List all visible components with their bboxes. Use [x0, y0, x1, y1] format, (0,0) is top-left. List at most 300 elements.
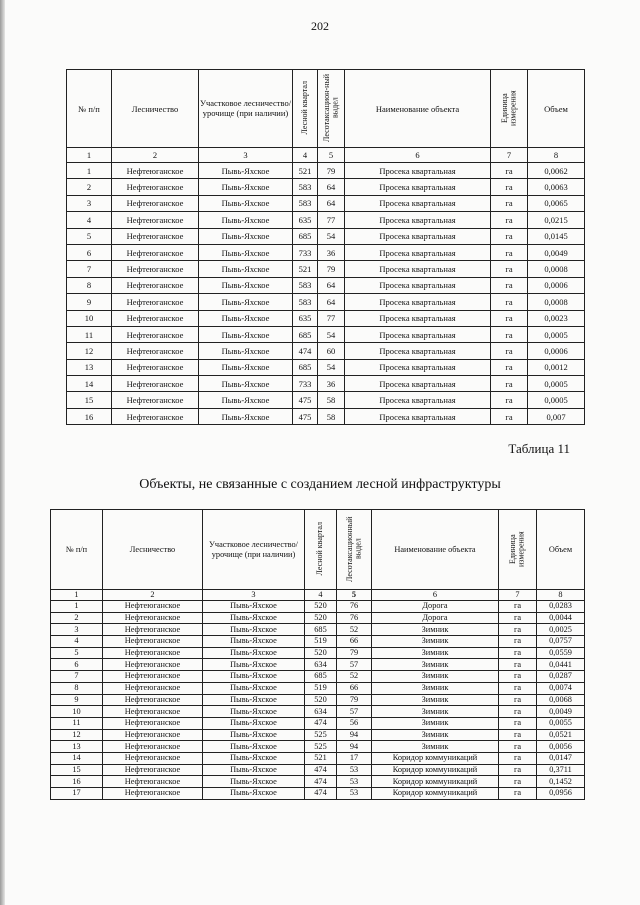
table-cell: Зимник	[372, 636, 499, 648]
table-cell: га	[491, 212, 528, 228]
header-text: Лесной квартал	[315, 521, 325, 576]
table-cell: га	[499, 788, 537, 800]
table-cell: га	[499, 717, 537, 729]
table-cell: Пывь-Яхское	[199, 228, 293, 244]
table-cell: Пывь-Яхское	[199, 163, 293, 179]
table-cell: 520	[305, 647, 337, 659]
table-cell: Коридор коммуникаций	[372, 788, 499, 800]
header-cell	[293, 70, 318, 148]
table-cell: 15	[67, 392, 112, 408]
header-text: Участковое лесничество/урочище (при наличии)	[209, 539, 298, 559]
table-cell: Пывь-Яхское	[199, 277, 293, 293]
table-cell: Пывь-Яхское	[199, 376, 293, 392]
table-cell: Пывь-Яхское	[203, 624, 305, 636]
table-cell: 12	[67, 343, 112, 359]
table-cell: Пывь-Яхское	[203, 729, 305, 741]
header-cell	[491, 70, 528, 148]
table-cell: Пывь-Яхское	[199, 343, 293, 359]
table-cell: Нефтеюганское	[103, 612, 203, 624]
table-cell: Просека квартальная	[345, 359, 491, 375]
table-caption: Таблица 11	[508, 441, 570, 456]
table-cell: га	[499, 671, 537, 683]
table-cell: га	[499, 776, 537, 788]
column-number: 6	[372, 590, 499, 601]
table-cell: 58	[318, 408, 345, 424]
table-cell: 54	[318, 359, 345, 375]
table-cell: 79	[337, 694, 372, 706]
table-cell: Дорога	[372, 612, 499, 624]
table-cell: Просека квартальная	[345, 244, 491, 260]
table-cell: 0,0049	[537, 706, 585, 718]
table-cell: 64	[318, 294, 345, 310]
table-cell: Просека квартальная	[345, 261, 491, 277]
header-text: Лесотаксационный выдел	[344, 515, 362, 582]
header-cell	[305, 510, 337, 590]
table-cell: га	[491, 376, 528, 392]
table-cell: 11	[51, 717, 103, 729]
table-cell: 14	[67, 376, 112, 392]
table-cell: Нефтеюганское	[112, 228, 199, 244]
table-cell: Пывь-Яхское	[203, 636, 305, 648]
table-cell: Зимник	[372, 659, 499, 671]
header-cell	[203, 510, 305, 590]
table-cell: га	[491, 343, 528, 359]
table-cell: га	[499, 752, 537, 764]
column-number: 3	[199, 148, 293, 163]
table-cell: Пывь-Яхское	[199, 212, 293, 228]
table-cell: 520	[305, 612, 337, 624]
table-cell: Просека квартальная	[345, 326, 491, 342]
table-cell: Нефтеюганское	[112, 277, 199, 293]
table-cell: 0,0441	[537, 659, 585, 671]
table-cell: Просека квартальная	[345, 163, 491, 179]
table-cell: Пывь-Яхское	[203, 694, 305, 706]
table-cell: 53	[337, 764, 372, 776]
table-cell: 13	[67, 359, 112, 375]
table-cell: Зимник	[372, 729, 499, 741]
header-text: Участковое лесничество/урочище (при наличии)	[199, 97, 292, 118]
table-cell: 77	[318, 212, 345, 228]
header-text: Единица измерения	[508, 530, 526, 567]
table-cell: га	[499, 624, 537, 636]
table-cell: 474	[305, 788, 337, 800]
table-cell: 685	[305, 671, 337, 683]
table-cell: га	[491, 261, 528, 277]
table-row	[67, 244, 585, 260]
table-row	[51, 788, 585, 800]
table-cell: Пывь-Яхское	[199, 326, 293, 342]
table-cell: Нефтеюганское	[112, 261, 199, 277]
table-cell: Просека квартальная	[345, 277, 491, 293]
table-cell: Просека квартальная	[345, 392, 491, 408]
table-cell: 5	[51, 647, 103, 659]
table-row	[51, 717, 585, 729]
table-cell: 17	[337, 752, 372, 764]
table-cell: 635	[293, 310, 318, 326]
table-row	[51, 694, 585, 706]
table-cell: 1	[67, 163, 112, 179]
table-cell: 634	[305, 706, 337, 718]
table-cell: Пывь-Яхское	[203, 682, 305, 694]
table-row	[67, 408, 585, 424]
table-row	[67, 326, 585, 342]
table-cell: 57	[337, 659, 372, 671]
table-row	[51, 682, 585, 694]
table-row	[67, 228, 585, 244]
table-cell: Пывь-Яхское	[199, 408, 293, 424]
table-cell: 0,0062	[528, 163, 585, 179]
column-number: 4	[293, 148, 318, 163]
table-row	[67, 359, 585, 375]
table-cell: 525	[305, 729, 337, 741]
table-cell: га	[491, 228, 528, 244]
objects-table-2	[50, 509, 585, 800]
table-cell: 1	[51, 601, 103, 613]
table-cell: Просека квартальная	[345, 228, 491, 244]
table-cell: 3	[51, 624, 103, 636]
table-cell: Пывь-Яхское	[199, 392, 293, 408]
table-cell: Нефтеюганское	[103, 741, 203, 753]
table-cell: га	[499, 694, 537, 706]
table-cell: 583	[293, 277, 318, 293]
table-cell: Пывь-Яхское	[203, 647, 305, 659]
column-number: 2	[112, 148, 199, 163]
table-cell: Просека квартальная	[345, 408, 491, 424]
table-cell: 57	[337, 706, 372, 718]
table-row	[67, 392, 585, 408]
column-number: 4	[305, 590, 337, 601]
table-cell: 474	[305, 717, 337, 729]
table-row	[67, 163, 585, 179]
table-cell: 635	[293, 212, 318, 228]
table-cell: 0,0056	[537, 741, 585, 753]
table-cell: Зимник	[372, 717, 499, 729]
table-cell: 52	[337, 671, 372, 683]
table-cell: Пывь-Яхское	[203, 741, 305, 753]
table-cell: Просека квартальная	[345, 310, 491, 326]
table-cell: 520	[305, 694, 337, 706]
table-cell: 76	[337, 612, 372, 624]
header-cell: Лесничество	[112, 70, 199, 148]
table-cell: 7	[51, 671, 103, 683]
table-cell: 583	[293, 179, 318, 195]
table-cell: 0,0757	[537, 636, 585, 648]
table-cell: Коридор коммуникаций	[372, 764, 499, 776]
table-cell: Просека квартальная	[345, 195, 491, 211]
table-cell: Пывь-Яхское	[199, 244, 293, 260]
table-cell: 54	[318, 228, 345, 244]
table-cell: 8	[51, 682, 103, 694]
table-cell: 685	[305, 624, 337, 636]
table-row	[67, 376, 585, 392]
table-cell: 94	[337, 741, 372, 753]
column-number: 6	[345, 148, 491, 163]
table-cell: 58	[318, 392, 345, 408]
table-cell: Пывь-Яхское	[203, 601, 305, 613]
table-row	[67, 343, 585, 359]
header-cell: № п/п	[51, 510, 103, 590]
table-cell: га	[499, 636, 537, 648]
table-body	[67, 163, 585, 425]
objects-table-1	[66, 69, 585, 425]
header-cell: Наименование объекта	[345, 70, 491, 148]
table-cell: га	[491, 326, 528, 342]
column-number: 3	[203, 590, 305, 601]
table-cell: 0,0006	[528, 277, 585, 293]
table-cell: Нефтеюганское	[112, 294, 199, 310]
table-cell: 66	[337, 682, 372, 694]
table-cell: 0,0074	[537, 682, 585, 694]
table-row	[67, 212, 585, 228]
header-text: Лесной квартал	[299, 80, 309, 135]
table-cell: 475	[293, 408, 318, 424]
table-cell: га	[499, 729, 537, 741]
column-number: 8	[537, 590, 585, 601]
table-cell: га	[491, 310, 528, 326]
table-cell: Пывь-Яхское	[203, 612, 305, 624]
table-cell: 0,0063	[528, 179, 585, 195]
table-cell: 56	[337, 717, 372, 729]
table-cell: Нефтеюганское	[112, 212, 199, 228]
table-cell: Нефтеюганское	[103, 788, 203, 800]
table-cell: 16	[67, 408, 112, 424]
table-cell: Зимник	[372, 741, 499, 753]
table-cell: 0,0044	[537, 612, 585, 624]
header-cell	[337, 510, 372, 590]
table-cell: га	[491, 163, 528, 179]
table-cell: га	[499, 706, 537, 718]
table-cell: 11	[67, 326, 112, 342]
table-cell: 64	[318, 277, 345, 293]
table-cell: Пывь-Яхское	[199, 179, 293, 195]
table-cell: Нефтеюганское	[103, 752, 203, 764]
table-cell: 685	[293, 228, 318, 244]
table-cell: га	[491, 244, 528, 260]
table-cell: Нефтеюганское	[112, 359, 199, 375]
table-cell: 14	[51, 752, 103, 764]
table-cell: 0,0023	[528, 310, 585, 326]
table-cell: 6	[67, 244, 112, 260]
table-cell: 36	[318, 244, 345, 260]
table-cell: 9	[67, 294, 112, 310]
table-cell: га	[491, 195, 528, 211]
table-row	[67, 179, 585, 195]
table-cell: Нефтеюганское	[112, 343, 199, 359]
table-row	[51, 741, 585, 753]
table-cell: 519	[305, 636, 337, 648]
table-cell: 0,0025	[537, 624, 585, 636]
table-cell: 521	[305, 752, 337, 764]
table-cell: 64	[318, 179, 345, 195]
table-cell: Коридор коммуникаций	[372, 752, 499, 764]
table-cell: 0,0147	[537, 752, 585, 764]
table-cell: 9	[51, 694, 103, 706]
table-cell: га	[499, 612, 537, 624]
table-row	[51, 601, 585, 613]
column-number: 8	[528, 148, 585, 163]
table-cell: 0,0065	[528, 195, 585, 211]
table-cell: Пывь-Яхское	[203, 717, 305, 729]
header-cell: № п/п	[67, 70, 112, 148]
table-cell: 12	[51, 729, 103, 741]
table-cell: Пывь-Яхское	[203, 776, 305, 788]
table-cell: Нефтеюганское	[112, 179, 199, 195]
header-cell: Объем	[537, 510, 585, 590]
table-cell: 475	[293, 392, 318, 408]
table-cell: Зимник	[372, 671, 499, 683]
table-cell: Пывь-Яхское	[203, 788, 305, 800]
table-cell: 10	[51, 706, 103, 718]
table-cell: 0,0006	[528, 343, 585, 359]
table-cell: 10	[67, 310, 112, 326]
table-cell: 634	[305, 659, 337, 671]
table-cell: Просека квартальная	[345, 212, 491, 228]
table-cell: Зимник	[372, 694, 499, 706]
section-heading: Объекты, не связанные с созданием лесной инфраструктуры	[139, 477, 501, 492]
table-cell: 77	[318, 310, 345, 326]
table-cell: Нефтеюганское	[112, 163, 199, 179]
table-cell: Просека квартальная	[345, 179, 491, 195]
table-cell: 520	[305, 601, 337, 613]
table-cell: 521	[293, 261, 318, 277]
column-number: 1	[67, 148, 112, 163]
table-cell: Просека квартальная	[345, 294, 491, 310]
table-cell: Зимник	[372, 682, 499, 694]
table-cell: га	[499, 764, 537, 776]
table-cell: га	[491, 408, 528, 424]
header-cell: Объем	[528, 70, 585, 148]
page-number: 202	[311, 19, 329, 33]
table-cell: Просека квартальная	[345, 376, 491, 392]
table-cell: Нефтеюганское	[103, 776, 203, 788]
table-cell: га	[499, 682, 537, 694]
table-row	[67, 261, 585, 277]
table-cell: Пывь-Яхское	[203, 659, 305, 671]
table-cell: Дорога	[372, 601, 499, 613]
table-cell: Нефтеюганское	[103, 764, 203, 776]
table-cell: га	[499, 601, 537, 613]
table-cell: Пывь-Яхское	[199, 261, 293, 277]
table-cell: 53	[337, 776, 372, 788]
table-cell: 79	[318, 261, 345, 277]
table-cell: Пывь-Яхское	[203, 706, 305, 718]
table-cell: 0,0287	[537, 671, 585, 683]
table-cell: Пывь-Яхское	[203, 752, 305, 764]
table-cell: Зимник	[372, 647, 499, 659]
table-cell: 13	[51, 741, 103, 753]
table-cell: га	[499, 659, 537, 671]
table-cell: 0,3711	[537, 764, 585, 776]
table-cell: 36	[318, 376, 345, 392]
table-row	[51, 636, 585, 648]
table-cell: Нефтеюганское	[103, 659, 203, 671]
table-cell: 0,0005	[528, 392, 585, 408]
table-cell: Нефтеюганское	[103, 647, 203, 659]
table-cell: Нефтеюганское	[112, 244, 199, 260]
table-cell: Нефтеюганское	[103, 682, 203, 694]
table-cell: Пывь-Яхское	[199, 310, 293, 326]
table-cell: 685	[293, 326, 318, 342]
table-cell: 519	[305, 682, 337, 694]
table-cell: Нефтеюганское	[112, 195, 199, 211]
table-cell: Пывь-Яхское	[199, 294, 293, 310]
column-number: 2	[103, 590, 203, 601]
table-cell: Нефтеюганское	[112, 376, 199, 392]
table-cell: Нефтеюганское	[103, 601, 203, 613]
table-cell: 733	[293, 376, 318, 392]
table-cell: 0,0005	[528, 326, 585, 342]
table-cell: 60	[318, 343, 345, 359]
header-cell: Наименование объекта	[372, 510, 499, 590]
table-cell: 474	[305, 776, 337, 788]
table-cell: 0,007	[528, 408, 585, 424]
table-cell: Нефтеюганское	[112, 392, 199, 408]
table-cell: га	[491, 392, 528, 408]
table-cell: Нефтеюганское	[103, 717, 203, 729]
table-row	[51, 612, 585, 624]
table-cell: Нефтеюганское	[103, 624, 203, 636]
table-cell: 2	[51, 612, 103, 624]
table-cell: га	[491, 359, 528, 375]
table-cell: 0,0005	[528, 376, 585, 392]
table-cell: 15	[51, 764, 103, 776]
column-number-row	[51, 590, 585, 601]
table-row	[51, 706, 585, 718]
table-cell: Пывь-Яхское	[199, 359, 293, 375]
table-cell: Нефтеюганское	[112, 408, 199, 424]
table-row	[51, 729, 585, 741]
table-cell: Зимник	[372, 706, 499, 718]
table-row	[67, 195, 585, 211]
table-cell: 0,0559	[537, 647, 585, 659]
table-cell: Нефтеюганское	[112, 326, 199, 342]
table-cell: га	[499, 741, 537, 753]
table-cell: 0,1452	[537, 776, 585, 788]
table-cell: 0,0008	[528, 294, 585, 310]
table-row	[67, 294, 585, 310]
table-cell: 583	[293, 195, 318, 211]
table-cell: Пывь-Яхское	[199, 195, 293, 211]
table-row	[51, 752, 585, 764]
table-cell: 64	[318, 195, 345, 211]
column-number: 5	[337, 590, 372, 601]
table-cell: 79	[318, 163, 345, 179]
table-cell: 0,0008	[528, 261, 585, 277]
table-cell: 474	[305, 764, 337, 776]
table-cell: 525	[305, 741, 337, 753]
table-cell: 7	[67, 261, 112, 277]
table-cell: 583	[293, 294, 318, 310]
table-cell: Коридор коммуникаций	[372, 776, 499, 788]
table-row	[67, 310, 585, 326]
table-cell: 733	[293, 244, 318, 260]
table-cell: 4	[67, 212, 112, 228]
table-cell: 94	[337, 729, 372, 741]
table-cell: Нефтеюганское	[103, 694, 203, 706]
table-cell: 0,0283	[537, 601, 585, 613]
table-cell: Нефтеюганское	[103, 729, 203, 741]
table-cell: Пывь-Яхское	[203, 764, 305, 776]
table-cell: Нефтеюганское	[103, 706, 203, 718]
table-cell: 52	[337, 624, 372, 636]
column-number: 7	[491, 148, 528, 163]
header-cell	[499, 510, 537, 590]
table-cell: 4	[51, 636, 103, 648]
table-cell: га	[499, 647, 537, 659]
table-cell: 66	[337, 636, 372, 648]
table-cell: га	[491, 277, 528, 293]
column-number-row	[67, 148, 585, 163]
